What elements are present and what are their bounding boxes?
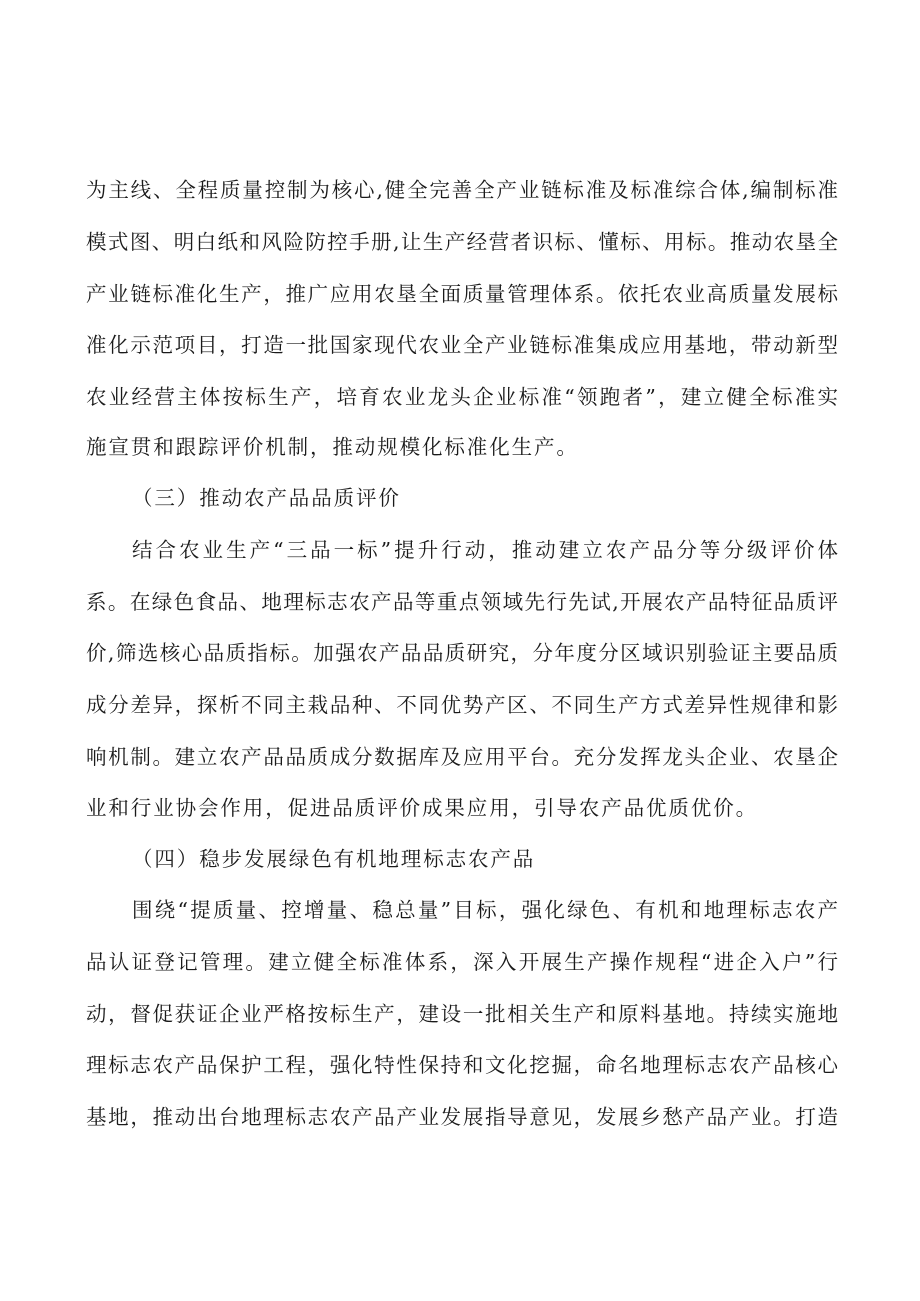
body-text-line: 响机制。建立农产品品质成分数据库及应用平台。充分发挥龙头企业、农垦企 — [86, 745, 838, 769]
body-text-line: 系。在绿色食品、地理标志农产品等重点领域先行先试,开展农产品特征品质评 — [86, 590, 838, 614]
body-text-line: 产业链标准化生产，推广应用农垦全面质量管理体系。依托农业高质量发展标 — [86, 282, 838, 306]
body-text-line: 模式图、明白纸和风险防控手册,让生产经营者识标、懂标、用标。推动农垦全 — [86, 230, 838, 254]
body-text-line: 价,筛选核心品质指标。加强农产品品质研究，分年度分区域识别验证主要品质 — [86, 641, 838, 665]
section-heading: （三）推动农产品品质评价 — [132, 486, 401, 510]
body-text-line: 准化示范项目，打造一批国家现代农业全产业链标准集成应用基地，带动新型 — [86, 333, 838, 357]
body-text-line: 理标志农产品保护工程，强化特性保持和文化挖掘，命名地理标志农产品核心 — [86, 1053, 838, 1077]
section-heading: （四）稳步发展绿色有机地理标志农产品 — [132, 847, 536, 871]
body-text-line: 成分差异，探析不同主栽品种、不同优势产区、不同生产方式差异性规律和影 — [86, 693, 838, 717]
body-text-line: 动，督促获证企业严格按标生产，建设一批相关生产和原料基地。持续实施地 — [86, 1002, 838, 1026]
body-text-line: 围绕“提质量、控增量、稳总量”目标，强化绿色、有机和地理标志农产 — [132, 898, 838, 922]
body-text-line: 施宣贯和跟踪评价机制，推动规模化标准化生产。 — [86, 435, 579, 459]
body-text-line: 农业经营主体按标生产，培育农业龙头企业标准“领跑者”，建立健全标准实 — [86, 385, 838, 409]
body-text-line: 为主线、全程质量控制为核心,健全完善全产业链标准及标准综合体,编制标准 — [86, 178, 838, 202]
body-text-line: 基地，推动出台地理标志农产品产业发展指导意见，发展乡愁产品产业。打造 — [86, 1105, 838, 1129]
body-text-line: 业和行业协会作用，促进品质评价成果应用，引导农产品优质优价。 — [86, 796, 758, 820]
body-text-line: 品认证登记管理。建立健全标准体系，深入开展生产操作规程“进企入户”行 — [86, 950, 838, 974]
body-text-line: 结合农业生产“三品一标”提升行动，推动建立农产品分等分级评价体 — [132, 538, 838, 562]
